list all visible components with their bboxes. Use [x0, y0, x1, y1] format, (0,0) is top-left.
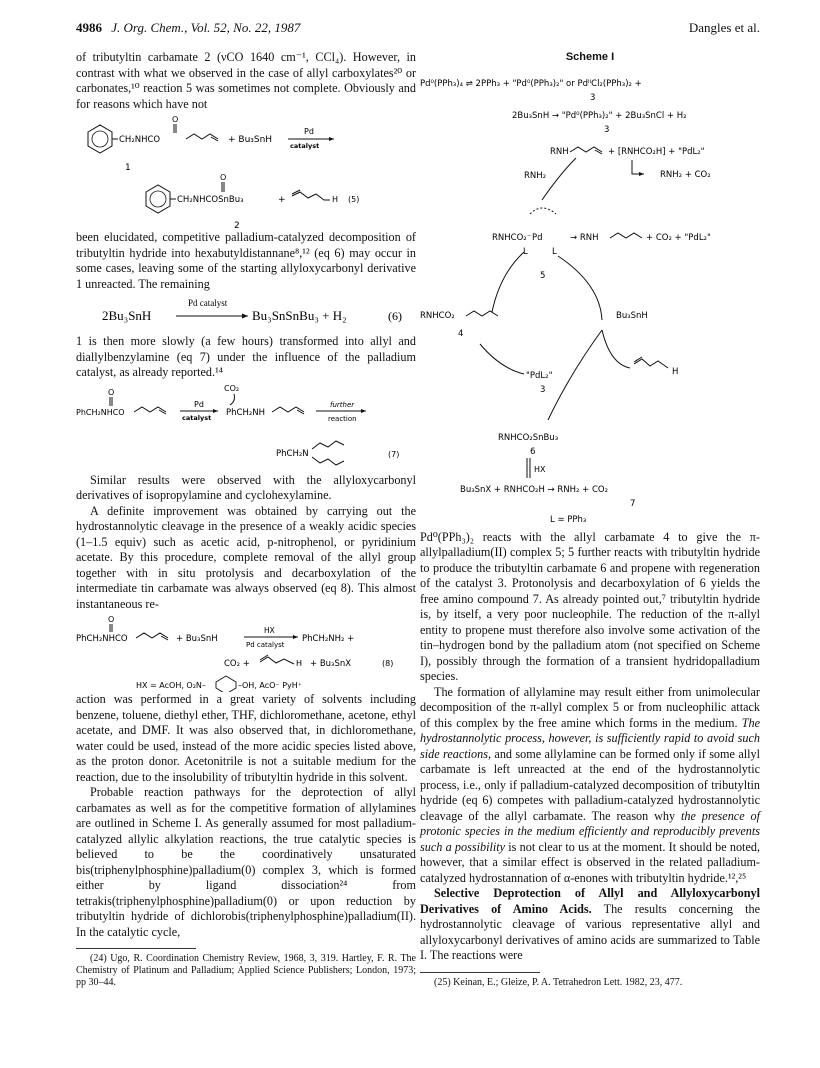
scheme-line-2: 2Bu₃SnH → "Pd⁰(PPh₃)₂" + 2Bu₃SnCl + H₂	[512, 110, 687, 121]
eq8-cat-bottom: Pd catalyst	[246, 641, 285, 649]
eq7-further-bottom: reaction	[328, 414, 357, 423]
journal-citation: J. Org. Chem., Vol. 52, No. 22, 1987	[111, 20, 301, 35]
paragraph: 1 is then more slowly (a few hours) transformed into allyl and diallylbenzylamine (eq 7) under the influence of the palladium catalyst, as already reported.¹⁴	[76, 334, 416, 379]
scheme-tin-carbamate: RNHCO₂SnBu₃	[498, 432, 559, 443]
equation-8-drawing	[76, 612, 416, 692]
eq7-cat-bottom: catalyst	[182, 413, 212, 422]
scheme-ligand-1: L	[523, 246, 528, 257]
scheme-ligand-definition: L = PPh₃	[550, 514, 587, 524]
scheme-label-3b: 3	[604, 124, 610, 135]
left-column	[76, 50, 416, 989]
paragraph	[420, 685, 760, 887]
paragraph-italic: the presence of protonic species in the medium efficiently and reproducibly prevents such a possibility	[420, 808, 760, 854]
eq7-further-top: further	[330, 400, 355, 409]
scheme-carbamic-acid: + [RNHCO₂H] + "PdL₂"	[608, 146, 705, 157]
scheme-1	[420, 74, 760, 524]
equation-6	[76, 298, 416, 328]
scheme-rnh2-a: RNH₂	[524, 170, 547, 181]
eq8-co2: CO₂ +	[224, 659, 250, 669]
eq8-plus-stannane: + Bu₃SnH	[176, 634, 218, 644]
eq7-product: PhCH₂N	[276, 448, 309, 459]
page-number: 4986	[76, 20, 102, 35]
eq5-oxygen-2: O	[220, 173, 227, 182]
footnote-rule	[76, 948, 196, 949]
paragraph	[420, 886, 760, 964]
equation-8	[76, 612, 416, 692]
eq8-number: (8)	[382, 659, 394, 668]
scheme-palladium: Pd	[532, 232, 543, 243]
compound-label-7: 7	[630, 498, 636, 509]
equation-7-drawing	[76, 381, 416, 473]
running-authors: Dangles et al.	[688, 20, 760, 35]
eq6-left: 2Bu₃SnH	[102, 308, 152, 323]
paragraph: of tributyltin carbamate 2 (νCO 1640 cm⁻¹, CCl₄). However, in contrast with what we observed in the case of allyl carboxylates²⁰ or carbonates,¹⁰ reaction 5 was sometimes not complete. Obviously and for reasons which have not	[76, 50, 416, 111]
paragraph: been elucidated, competitive palladium-catalyzed decomposition of tributyltin hydride into hexabutyldistannane⁸,¹² (eq 6) may occur in some cases, leaving some of the starting allyloxycarbonyl derivative 1 unreacted. The remaining	[76, 230, 416, 291]
eq5-reactant: CH₂NHCO	[119, 135, 161, 145]
eq8-cat-top: HX	[264, 626, 275, 635]
scheme-1-drawing	[420, 74, 760, 524]
equation-5	[76, 112, 416, 230]
scheme-allyl-carbamate: RNHCO₂	[420, 310, 455, 321]
scheme-arrow-rnh: → RNH	[570, 232, 599, 243]
eq8-plus-snx: + Bu₃SnX	[310, 659, 352, 669]
scheme-co2-pdl2: + CO₂ + "PdL₂"	[646, 232, 711, 243]
eq7-number: (7)	[388, 449, 400, 459]
eq8-hydrogen: H	[296, 659, 303, 668]
eq5-cat-top: Pd	[304, 127, 314, 136]
scheme-ligand-2: L	[552, 246, 557, 257]
eq5-oxygen: O	[172, 115, 179, 124]
paragraph: Probable reaction pathways for the deprotection of allyl carbamates as well as for the competitive formation of allylamines are outlined in Scheme I. As generally assumed for most palladium-catalyzed allylic alkylation reactions, the true catalytic species is believed to be the coordinatively unsaturated bis(triphenylphosphine)palladium(0) complex 3, which is formed either by ligand dissociation²⁴ from tetrakis(triphenylphosphine)palladium(0) or upon reduction by tributyltin hydride of dichlorobis(triphenylphosphine)palladium(II). In the catalytic cycle,	[76, 785, 416, 939]
footnote-25: (25) Keinan, E.; Gleize, P. A. Tetrahedron Lett. 1982, 23, 477.	[434, 976, 683, 988]
eq8-hx-definition-2: –OH, AcO⁻ PyH⁺	[238, 681, 302, 690]
scheme-pdl2: "PdL₂"	[526, 370, 553, 381]
eq7-oxygen: O	[108, 387, 115, 397]
compound-label-4: 4	[458, 328, 464, 339]
eq8-product-amine: PhCH₂NH₂ +	[302, 634, 355, 644]
paragraph: Similar results were observed with the allyloxycarbonyl derivatives of isopropylamine and cyclohexylamine.	[76, 472, 416, 502]
eq5-product: CH₂NHCOSnBu₃	[177, 195, 244, 205]
scheme-hx: HX	[534, 464, 546, 474]
equation-7	[76, 381, 416, 473]
paragraph-part: The results concerning the hydrostannolytic cleavage of various representative allyl and allyloxycarbonyl derivatives of amino acids are summarized to Table I. The reactions were	[420, 901, 761, 962]
scheme-rnh: RNH	[550, 146, 569, 157]
scheme-carbamate-anion: RNHCO₂⁻	[492, 232, 532, 243]
paragraph-italic: The hydrostannolytic process, however, is sufficiently rapid to avoid such side reactions,	[420, 715, 760, 761]
scheme-title: Scheme I	[565, 51, 615, 63]
eq5-hydrogen: H	[332, 195, 339, 204]
eq7-intermediate: PhCH₂NH	[226, 407, 265, 418]
eq7-reactant: PhCH₂NHCO	[76, 407, 125, 417]
eq5-plus: +	[278, 195, 286, 205]
eq6-catalyst: Pd catalyst	[188, 298, 228, 308]
compound-label-3c: 3	[540, 384, 546, 395]
paragraph: A definite improvement was obtained by carrying out the hydrostannolytic cleavage in the presence of a weakly acidic species (1–1.5 equiv) such as acetic acid, p-nitrophenol, or pyridinium acetate. By this procedure, complete removal of the allyl group together with in situ protolysis and decarboxylation of the intermediate tin carbamate was always observed (eq 8). This almost instantaneous re-	[76, 503, 416, 611]
scheme-tin-hydride: Bu₃SnH	[616, 310, 648, 321]
equation-5-drawing	[76, 112, 416, 230]
scheme-line-1: Pd⁰(PPh₃)₄ ⇌ 2PPh₃ + "Pd⁰(PPh₃)₂" or PdᴵᴵCl₂(PPh₃)₂ +	[420, 78, 642, 89]
footnote-rule	[420, 972, 540, 973]
footnote-24: (24) Ugo, R. Coordination Chemistry Review, 1968, 3, 319. Hartley, F. R. The Chemistry of Platinum and Palladium; Applied Science Publishers; London, 1973; pp 30–44.	[76, 953, 416, 988]
scheme-bottom-equation: Bu₃SnX + RNHCO₂H → RNH₂ + CO₂	[460, 484, 608, 495]
compound-label-5: 5	[540, 270, 546, 281]
eq8-oxygen: O	[108, 615, 115, 624]
eq6-right: Bu₃SnSnBu₃ + H₂	[252, 308, 347, 323]
page-header	[76, 20, 760, 40]
eq7-co2: CO₂	[224, 383, 240, 393]
eq7-cat-top: Pd	[194, 399, 204, 409]
paragraph-part: The formation of allylamine may result either from unimolecular decomposition of the π-allyl complex 5 or from nucleophilic attack of this complex by the free amine which forms in the medium.	[420, 684, 760, 730]
eq8-reactant: PhCH₂NHCO	[76, 634, 128, 644]
compound-label-1: 1	[125, 163, 131, 173]
scheme-h: H	[672, 366, 679, 377]
paragraph: action was performed in a great variety of solvents including benzene, toluene, diethyl ether, THF, dichloromethane, acetone, ethyl acetate, and DMF. It was also observed that, in dichloromethane, water could be used, instead of the more acidic species listed above, as the proton donor. Acetonitrile is not a suitable medium for the reaction, due to the insolubility of tributyltin hydride in this solvent.	[76, 692, 416, 784]
eq5-cat-bottom: catalyst	[290, 142, 320, 150]
eq6-number: (6)	[388, 309, 402, 323]
right-column	[420, 50, 760, 989]
scheme-amine-co2: RNH₂ + CO₂	[660, 169, 711, 180]
paragraph-part: and some allylamine can be formed only if some allyl carbamate is left unreacted at the end of the hydrostannolytic process, i.e., only if palladium-catalyzed decomposition of tributyltin hydride (eq 6) competes with palladium-catalyzed hydrostannolytic cleavage of the allyl carbamate. The reason why	[420, 746, 760, 823]
equation-6-drawing	[76, 298, 416, 328]
eq5-plus-stannane: + Bu₃SnH	[228, 135, 273, 145]
paragraph-part: is not clear to us at the moment. It should be noted, however, that a similar effect is observed in the related palladium-catalyzed hydrostannation of α-enones with tributyltin hydride.¹²,²⁵	[420, 839, 760, 885]
compound-label-2: 2	[234, 221, 240, 230]
section-heading: Selective Deprotection of Allyl and Allyloxycarbonyl Derivatives of Amino Acids.	[420, 886, 760, 916]
paragraph: Pd⁰(PPh₃)₂ reacts with the allyl carbamate 4 to give the π-allylpalladium(II) complex 5; 5 further reacts with tributyltin hydride to produce the tributyltin carbamate 6 and propene with regeneration of the catalyst 3. Protonolysis and decarboxylation of 6 yields the free amino compound 7. As already pointed out,⁷ tributyltin hydride is, by itself, a very poor nucleophile. The reduction of the π-allyl entity to propene must therefore also involve some activation of the tin–hydrogen bond by the palladium atom (not specified on Scheme I), possibly through the formation of a transient hydridopalladium species.	[420, 529, 760, 683]
eq5-number: (5)	[348, 195, 360, 204]
compound-label-6: 6	[530, 446, 536, 457]
scheme-label-3a: 3	[590, 92, 596, 103]
eq8-hx-definition: HX = AcOH, O₂N–	[136, 681, 206, 690]
